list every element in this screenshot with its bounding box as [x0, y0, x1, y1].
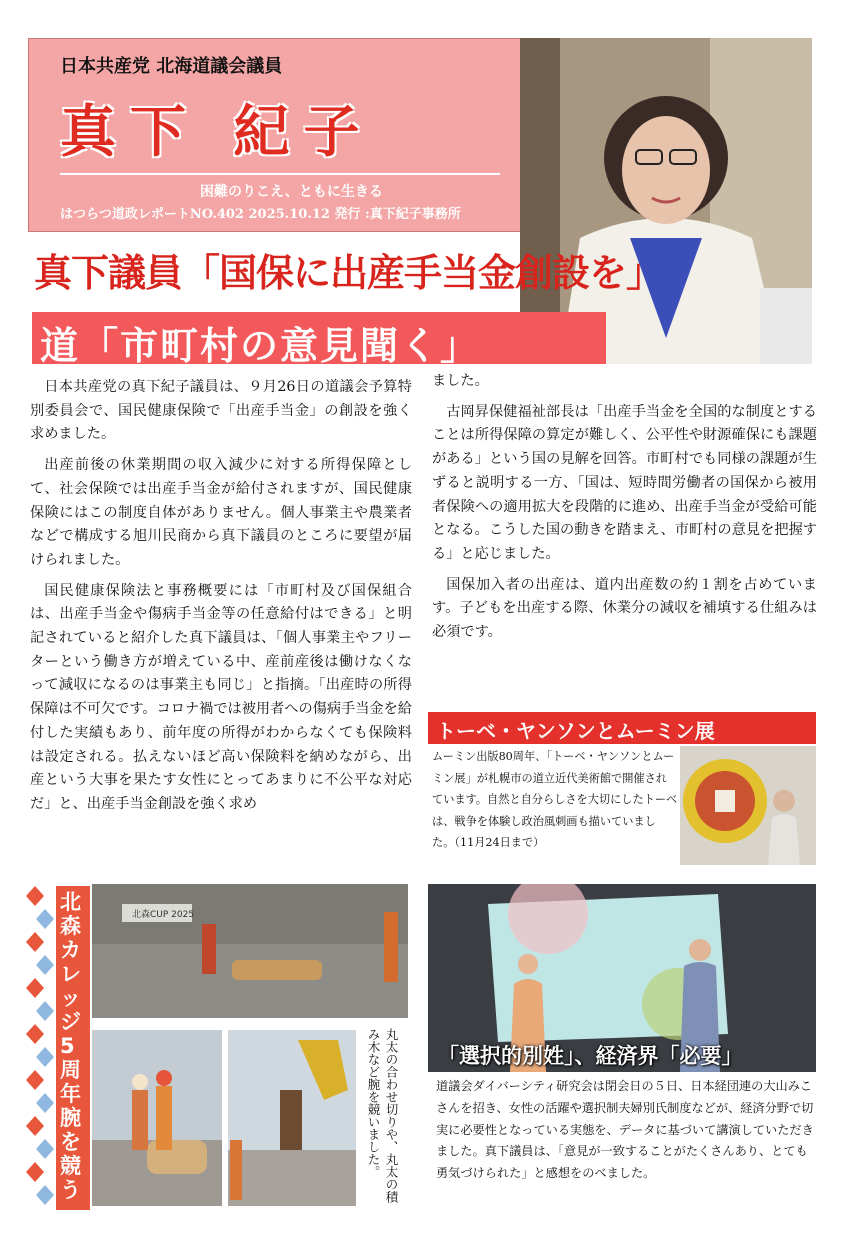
contestants-illustration — [92, 1030, 222, 1206]
moomin-body: ムーミン出版80周年、「トーベ・ヤンソンとムーミン展」が札幌市の道立近代美術館で開催されています。自然と自分らしさを大切にしたトーベは、戦争を体験し政治風刺画も描いていました。（11月24日まで） — [432, 750, 678, 849]
report-info: はつらつ道政レポートNO.402 2025.10.12 発行 :真下紀子事務所 — [60, 207, 461, 222]
article-column-1 — [30, 376, 412, 824]
diamond-shape — [26, 1024, 44, 1044]
party-affiliation: 日本共産党 北海道議会議員 — [60, 56, 283, 77]
moomin-exhibit-photo — [680, 746, 816, 865]
logging-photo-illustration — [92, 884, 408, 1018]
diamond-shape — [36, 1047, 54, 1067]
excavator-photo — [228, 1030, 356, 1206]
diamond-shape — [26, 932, 44, 952]
logging-competition-photo — [92, 884, 408, 1018]
paragraph: 日本共産党の真下紀子議員は、９月26日の道議会予算特別委員会で、国民健康保険で「出産手当金」の創設を強く求めました。 — [30, 379, 412, 443]
legislator-name: 真下 紀子 — [60, 99, 374, 165]
paragraph: ました。 — [432, 373, 489, 389]
kitamori-caption: 丸太の合わせ切りや、丸太の積み木など腕を競いました。 — [366, 1028, 399, 1203]
moomin-photo-illustration — [680, 746, 816, 865]
diamond-shape — [36, 909, 54, 929]
paragraph: 出産前後の休業期間の収入減少に対する所得保障として、社会保険では出産手当金が給付されますが、国民健康保険にはこの制度自体がありません。個人事業主や農業者などで構成する旭川民商から真下議員のところに要望が届けられました。 — [30, 457, 412, 568]
paragraph: 古岡昇保健福祉部長は「出産手当金を全国的な制度とすることは所得保障の算定が難しく、公平性や財源確保にも課題がある」という国の見解を回答。市町村でも同様の課題が生ずると説明する一方、「国は、短時間労働者の国保から被用者保険への適用拡大を段階的に進め、出産手当金が受給可能となる。こうした国の動きを踏まえ、市町村の意見を把握する」と応じました。 — [432, 403, 817, 562]
diamond-shape — [26, 886, 44, 906]
diamond-shape — [36, 1139, 54, 1159]
diamond-shape — [26, 978, 44, 998]
diamond-shape — [36, 955, 54, 975]
diamond-shape — [26, 1116, 44, 1136]
diamond-shape — [36, 1093, 54, 1113]
sub-headline: 道「市町村の意見聞く」 — [40, 324, 481, 368]
diamond-decoration — [26, 886, 54, 1216]
slogan: 困難のりこえ、ともに生きる — [200, 184, 383, 200]
main-headline: 真下議員「国保に出産手当金創設を」 — [34, 251, 664, 295]
diamond-shape — [26, 1162, 44, 1182]
seminar-body: 道議会ダイバーシティ研究会は閉会日の５日、日本経団連の大山みこさんを招き、女性の活躍や選択制夫婦別氏制度などが、経済分野で切実に必要性となっている実態を、データに基づいて講演していただきました。真下議員は、「意見が一致することがたくさんあり、とても勇気づけられた」と感想をのべました。 — [436, 1079, 814, 1181]
paragraph: 国民健康保険法と事務概要には「市町村及び国保組合は、出産手当金や傷病手当金等の任意給付はできる」と明記されていると紹介した真下議員は、「個人事業主やフリーターという働き方が増えている中、産前産後は働けなくなって減収になるのは事業主も同じ」と指摘。「出産時の所得保障は不可欠です。コロナ禍では被用者への傷病手当金を給付した実績もあり、前年度の所得がわからなくても保険料は設定される。払えないほど高い保険料を納めながら、出産という大事を果たす女性にとってあまりに不公平な対応だ」と、出産手当金創設を強く求め — [30, 582, 412, 812]
article-column-2 — [432, 370, 817, 652]
diamond-shape — [36, 1001, 54, 1021]
diamond-shape — [26, 1070, 44, 1090]
kitamori-title: 北森カレッジ5周年 腕を競う — [60, 890, 81, 1202]
banner-sign: 北森CUP 2025 — [132, 910, 195, 920]
seminar-caption: 「選択的別姓」、経済界「必要」 — [438, 1044, 743, 1068]
paragraph: 国保加入者の出産は、道内出産数の約１割を占めています。子どもを出産する際、休業分の減収を補填する仕組みは必須です。 — [432, 576, 817, 641]
moomin-title: トーベ・ヤンソンとムーミン展 — [436, 719, 715, 743]
header-divider — [60, 173, 500, 175]
diamond-shape — [36, 1185, 54, 1205]
excavator-illustration — [228, 1030, 356, 1206]
chainsaw-contestants-photo — [92, 1030, 222, 1206]
